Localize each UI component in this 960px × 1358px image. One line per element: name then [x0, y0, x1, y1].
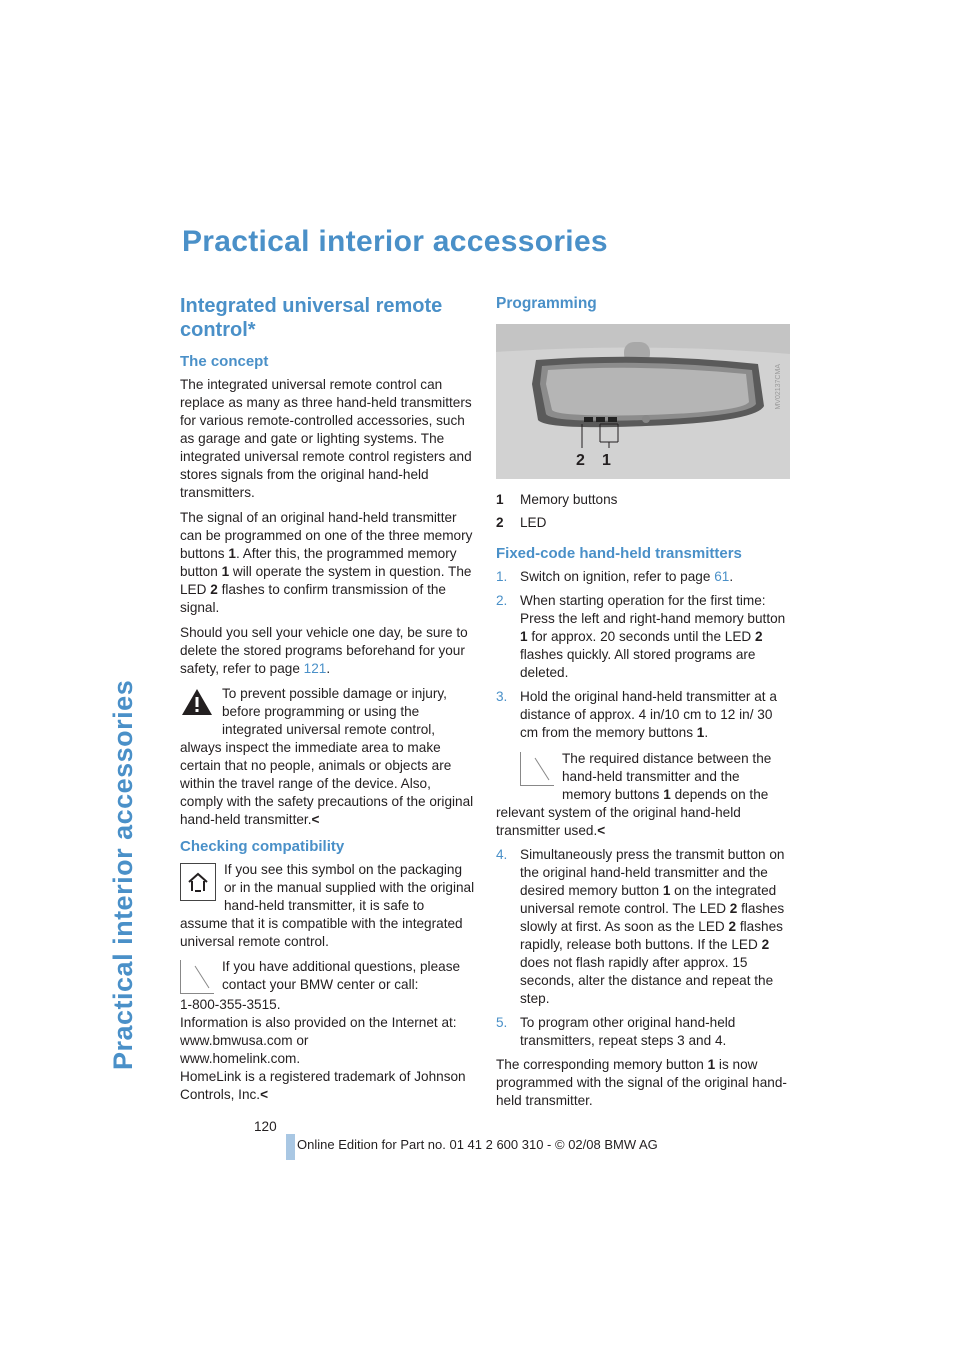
steps-list	[496, 568, 791, 1050]
subheading-compatibility: Checking compatibility	[180, 838, 345, 855]
warning-note	[180, 685, 475, 829]
step-3: 3. Hold the original hand-held transmitter at a distance of approx. 4 in/10 cm to 12 in/ 30 cm from the memory buttons 1. The required distance between the hand-held transmitter and the memory buttons 1 depends on the relevant system of the original hand-held transmitter used.<	[496, 688, 791, 840]
section-heading-remote: Integrated universal remote control*	[180, 295, 443, 341]
contact-text-2: Information is also provided on the Internet at:	[180, 1015, 457, 1030]
footer-bar	[286, 1134, 295, 1160]
footer-edition: Online Edition for Part no. 01 41 2 600 310 - © 02/08 BMW AG	[297, 1137, 658, 1152]
side-tab-label: Practical interior accessories	[108, 679, 138, 1070]
step-1: 1. Switch on ignition, refer to page 61.	[496, 569, 734, 584]
figure-code: MV02137CMA	[775, 364, 782, 410]
left-column	[180, 294, 475, 1111]
step-2: 2. When starting operation for the first time: Press the left and right-hand memory button 1 for approx. 20 seconds until the LED 2 flashes quickly. All stored programs are deleted.	[496, 593, 786, 680]
step-4: 4. Simultaneously press the transmit button on the original hand-held transmitter and the desired memory button 1 on the integrated universal remote control. The LED 2 flashes slowly at first. As soon as the LED 2 flashes rapidly, release both buttons. If the LED 2 does not flash rapidly after approx. 15 seconds, alter the distance and repeat the step.	[496, 847, 785, 1006]
subheading-concept: The concept	[180, 353, 269, 370]
page-title: Practical interior accessories	[182, 225, 608, 258]
concept-paragraph-1: The integrated universal remote control can replace as many as three hand-held transmitters for various remote-controlled accessories, such as garage and gate or lighting systems. The integrated universal remote control registers and stores signals from the original hand-held transmitters.	[180, 377, 472, 500]
legend-row: 2 LED	[496, 515, 547, 530]
compatibility-note	[180, 861, 475, 951]
note-icon	[520, 752, 554, 786]
page-link-121[interactable]: 121	[303, 661, 327, 676]
contact-text-3: HomeLink is a registered trademark of Johnson Controls, Inc.<	[180, 1069, 466, 1102]
programming-heading: Programming	[496, 295, 597, 312]
step-5: 5. To program other original hand-held transmitters, repeat steps 3 and 4.	[496, 1015, 736, 1048]
page-link-61[interactable]: 61	[714, 569, 730, 584]
right-column	[496, 294, 791, 1117]
legend-row: 1 Memory buttons	[496, 492, 618, 507]
figure-label-2: 2	[576, 452, 585, 469]
warning-text: To prevent possible damage or injury, before programming or using the integrated universal remote control, always inspect the immediate area to make certain that no people, animals or objects are within the travel range of the device. Also, comply with the safety precautions of the original hand-held transmitter.<	[180, 686, 474, 827]
distance-note	[496, 750, 791, 840]
contact-url-homelink: www.homelink.com.	[180, 1051, 301, 1066]
compatibility-text: If you see this symbol on the packaging or in the manual supplied with the original hand-held transmitter, it is safe to assume that it is compatible with the integrated universal remote control.	[180, 862, 475, 949]
concept-paragraph-3: Should you sell your vehicle one day, be sure to delete the stored programs beforehand for your safety, refer to page 121.	[180, 625, 468, 676]
contact-text-1: If you have additional questions, please contact your BMW center or call:	[222, 959, 461, 992]
contact-url-bmwusa: www.bmwusa.com or	[180, 1033, 309, 1048]
concept-paragraph-2: The signal of an original hand-held transmitter can be programmed on one of the three memory buttons 1. After this, the programmed memory button 1 will operate the system in question. The LED 2 flashes to confirm transmission of the signal.	[180, 510, 473, 615]
home-symbol-icon	[180, 863, 216, 901]
distance-note-text: The required distance between the hand-held transmitter and the memory buttons 1 depends on the relevant system of the original hand-held transmitter used.<	[496, 751, 772, 838]
contact-note	[180, 958, 475, 1104]
warning-icon	[180, 687, 214, 721]
figure-label-1: 1	[602, 452, 611, 469]
subheading-fixed-code: Fixed-code hand-held transmitters	[496, 545, 742, 562]
note-icon	[180, 960, 214, 994]
mirror-figure	[496, 324, 790, 479]
mirror-illustration	[496, 324, 790, 479]
page-number: 120	[254, 1119, 277, 1134]
contact-phone: 1-800-355-3515.	[180, 997, 281, 1012]
closing-paragraph: The corresponding memory button 1 is now programmed with the signal of the original hand-held transmitter.	[496, 1057, 787, 1108]
side-tab	[108, 220, 158, 1070]
